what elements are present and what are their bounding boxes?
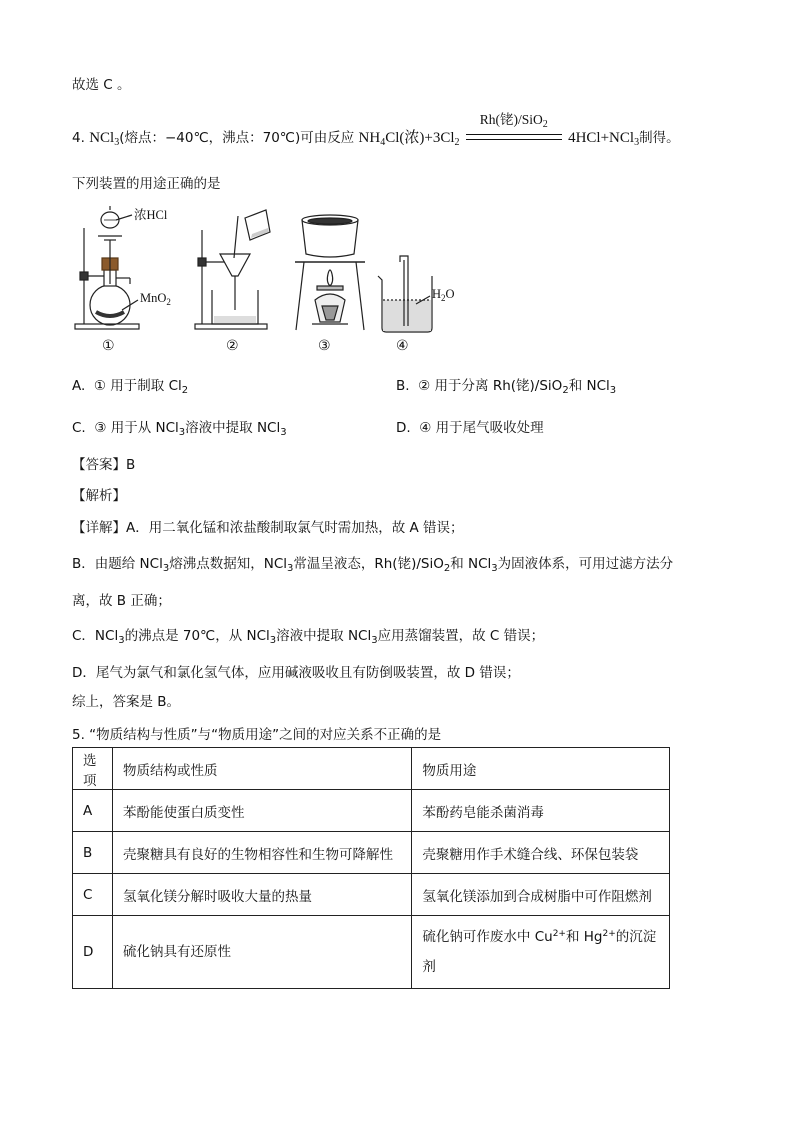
reaction-arrow: [466, 112, 562, 146]
label-conc-hcl: 浓HCl: [134, 208, 168, 222]
row-option: D: [73, 916, 113, 989]
row-property: 壳聚糖具有良好的生物相容性和生物可降解性: [112, 832, 411, 874]
detail-line-1: 【详解】A．用二氧化锰和浓盐酸制取氯气时需加热，故 A 错误；: [72, 520, 464, 536]
header-property: 物质结构或性质: [112, 748, 411, 790]
fig-num-1: ①: [102, 338, 115, 354]
detail-line-2: B．由题给 NCl$_3$熔沸点数据知，NCl$_3$常温呈液态，Rh(铑)/SiO$_2$和 NCl$_3$为固液体系，可用过滤方法分: [72, 556, 674, 574]
table-row: [73, 790, 670, 832]
answer-tag: 【答案】: [72, 457, 126, 473]
q4-prompt: 下列装置的用途正确的是: [72, 176, 221, 192]
question-5-title: 5. “物质结构与性质”与“物质用途”之间的对应关系不正确的是: [72, 727, 442, 743]
answer-line: [72, 453, 135, 473]
header-use: 物质用途: [412, 748, 670, 790]
row-use: 氢氧化镁添加到合成树脂中可作阻燃剂: [412, 874, 670, 916]
table-header-row: [73, 748, 670, 790]
row-use: 壳聚糖用作手术缝合线、环保包装袋: [412, 832, 670, 874]
fig-num-2: ②: [226, 338, 239, 354]
detail-line-5: D．尾气为氯气和氯化氢气体，应用碱液吸收且有防倒吸装置，故 D 错误；: [72, 665, 520, 681]
q4-number: 4.: [72, 130, 85, 146]
label-mno2: MnO$_2$: [140, 291, 171, 307]
q5-table: [72, 747, 670, 989]
option-a: A. ① 用于制取 $Cl_2$: [72, 378, 189, 396]
reaction-condition: Rh(铑)/SiO$_2$: [479, 112, 548, 130]
table-row: [73, 874, 670, 916]
conclusion-line: 故选 C 。: [72, 77, 131, 93]
q4-properties: (熔点：−40℃，沸点：70℃)可由反应: [119, 130, 355, 146]
apparatus-4-absorption: [378, 256, 432, 332]
row-use: 苯酚药皂能杀菌消毒: [412, 790, 670, 832]
option-b: B. ② 用于分离 Rh(铑)/SiO$_2$和 NCl$_3$: [396, 378, 617, 396]
q4-ncl3: NCl: [89, 130, 115, 146]
fig-num-4: ④: [396, 338, 409, 354]
table-row: [73, 832, 670, 874]
row-option: A: [73, 790, 113, 832]
answer-value: B: [126, 457, 136, 473]
row-property: 氢氧化镁分解时吸收大量的热量: [112, 874, 411, 916]
header-option: 选项: [73, 748, 113, 790]
detail-line-4: C．NCl$_3$的沸点是 70℃，从 NCl$_3$溶液中提取 NCl$_3$应用蒸馏装置，故 C 错误；: [72, 628, 545, 646]
fig-num-3: ③: [318, 338, 331, 354]
row-property: 硫化钠具有还原性: [112, 916, 411, 989]
detail-line-3: 离，故 B 正确；: [72, 593, 171, 609]
detail-line-6: 综上，答案是 B。: [72, 694, 181, 710]
apparatus-3-evaporation: [295, 215, 365, 330]
apparatus-2-filtration: [195, 210, 270, 329]
label-h2o: $H_2O$: [432, 287, 455, 303]
row-property: 苯酚能使蛋白质变性: [112, 790, 411, 832]
table-row: [73, 916, 670, 989]
analysis-tag: 【解析】: [72, 488, 126, 504]
row-option: B: [73, 832, 113, 874]
row-use: 硫化钠可作废水中 $Cu^{2+}$和 $Hg^{2+}$的沉淀 剂: [412, 916, 670, 989]
question-4: 4. NCl$_3$(熔点：−40℃，沸点：70℃)可由反应 $NH_4Cl$(浓)$+3Cl_2$ Rh(铑)/SiO$_2$ 4HCl+NCl$_3$制得。: [72, 124, 680, 147]
apparatus-1-chlorine-generator: [75, 206, 139, 329]
option-d: D. ④ 用于尾气吸收处理: [396, 420, 544, 436]
apparatus-figure: [70, 200, 490, 360]
row-option: C: [73, 874, 113, 916]
option-c: C. ③ 用于从 NCl$_3$溶液中提取 NCl$_3$: [72, 420, 287, 438]
